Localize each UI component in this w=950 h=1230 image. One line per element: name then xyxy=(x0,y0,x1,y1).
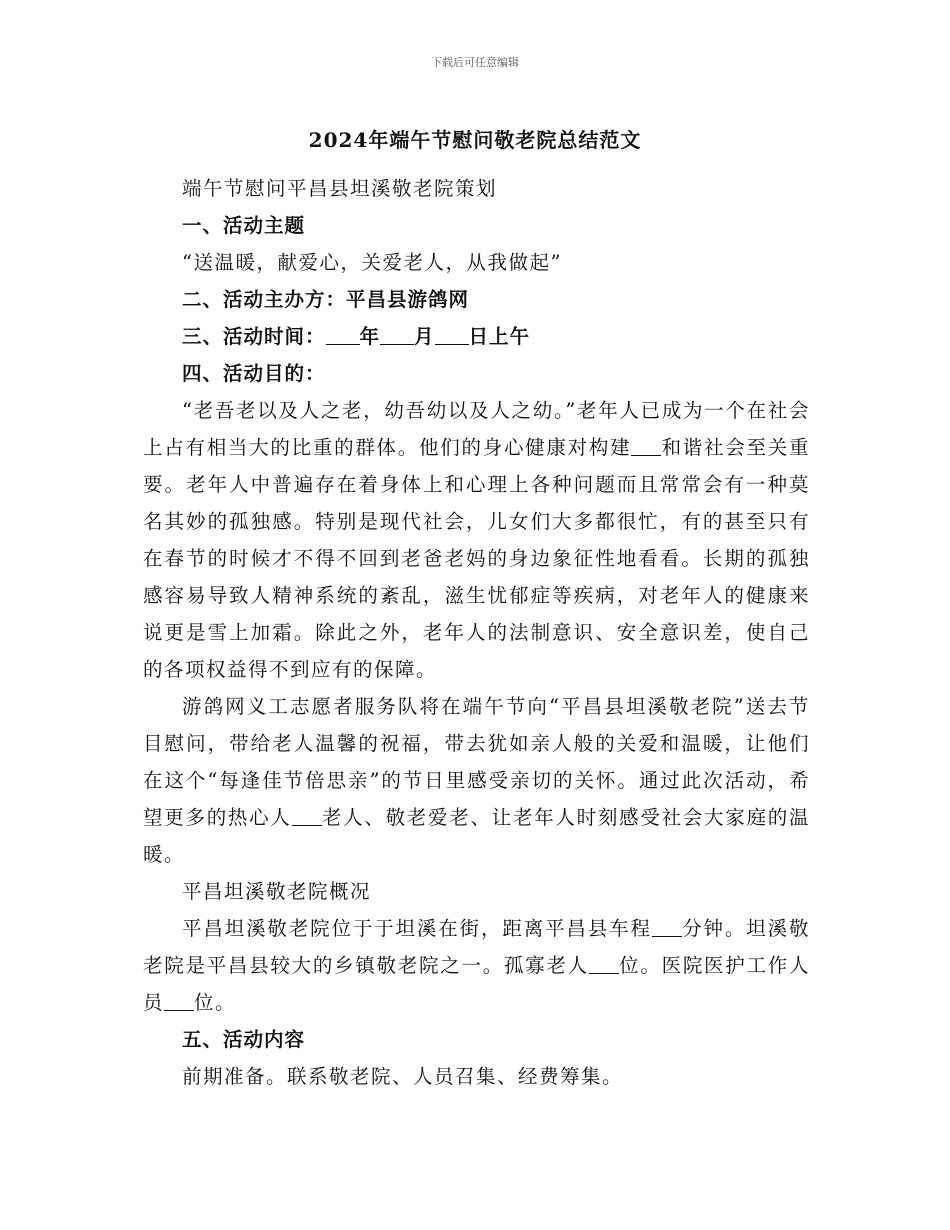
time-label: 三、活动时间： xyxy=(182,325,326,348)
overview-text-b: 分钟。坦溪敬老院是平昌县较大的乡镇敬老院之一。孤寡老人 xyxy=(143,917,810,977)
document-body xyxy=(143,170,810,1095)
header-note: 下载后可任意编辑 xyxy=(431,56,519,69)
section-heading-time xyxy=(143,318,810,355)
overview-title: 平昌坦溪敬老院概况 xyxy=(182,880,372,903)
blank-day xyxy=(435,325,469,346)
blank-month xyxy=(380,325,414,346)
blank-staff-count xyxy=(164,991,194,1012)
time-day: 日上午 xyxy=(468,325,531,348)
section-heading-content: 五、活动内容 xyxy=(182,1028,306,1051)
purpose-text-a: “老吾老以及人之老，幼吾幼以及人之幼。”老年人已成为一个在社会上占有相当大的比重的群体。他们的身心健康对构建 xyxy=(143,399,810,459)
section-heading-purpose: 四、活动目的： xyxy=(182,362,326,385)
blank-year xyxy=(326,325,360,346)
time-year: 年 xyxy=(359,325,381,348)
blank-purpose xyxy=(631,436,661,457)
preparation-line: 前期准备。联系敬老院、人员召集、经费筹集。 xyxy=(182,1065,624,1088)
volunteer-text-a: 游鸽网义工志愿者服务队将在端午节向“平昌县坦溪敬老院”送去节目慰问，带给老人温馨的祝福，带去犹如亲人般的关爱和温暖，让他们在这个“每逢佳节倍思亲”的节日里感受亲切的关怀。通过此次活动，希望更多的热心人 xyxy=(143,695,810,829)
purpose-text-b: 和谐社会至关重要。老年人中普遍存在着身体上和心理上各种问题而且常常会有一种莫名其妙的孤独感。特别是现代社会，儿女们大多都很忙，有的甚至只有在春节的时候才不得不回到老爸老妈的身边象征性地看看。长期的孤独感容易导致人精神系统的紊乱，滋生忧郁症等疾病，对老年人的健康来说更是雪上加霜。除此之外，老年人的法制意识、安全意识差，使自己的各项权益得不到应有的保障。 xyxy=(143,436,810,681)
theme-slogan: “送温暖，献爱心，关爱老人，从我做起” xyxy=(182,251,562,274)
section-heading-theme: 一、活动主题 xyxy=(182,214,306,237)
blank-drive-time xyxy=(652,917,682,938)
overview-text-a: 平昌坦溪敬老院位于于坦溪在街，距离平昌县车程 xyxy=(182,917,652,940)
purpose-paragraph xyxy=(143,392,810,688)
overview-text-d: 位。 xyxy=(194,991,237,1014)
document-title: 2024年端午节慰问敬老院总结范文 xyxy=(308,128,642,152)
volunteer-paragraph xyxy=(143,688,810,873)
volunteer-text-b: 老人、敬老爱老、让老年人时刻感受社会大家庭的温暖。 xyxy=(143,806,810,866)
time-month: 月 xyxy=(414,325,435,348)
subtitle-line: 端午节慰问平昌县坦溪敬老院策划 xyxy=(182,177,498,200)
blank-volunteer xyxy=(292,806,322,827)
section-heading-organizer: 二、活动主办方：平昌县游鸽网 xyxy=(182,288,470,311)
overview-paragraph xyxy=(143,910,810,1021)
blank-elderly-count xyxy=(589,954,619,975)
overview-text-c: 位。医院医护工作人员 xyxy=(143,954,810,1014)
